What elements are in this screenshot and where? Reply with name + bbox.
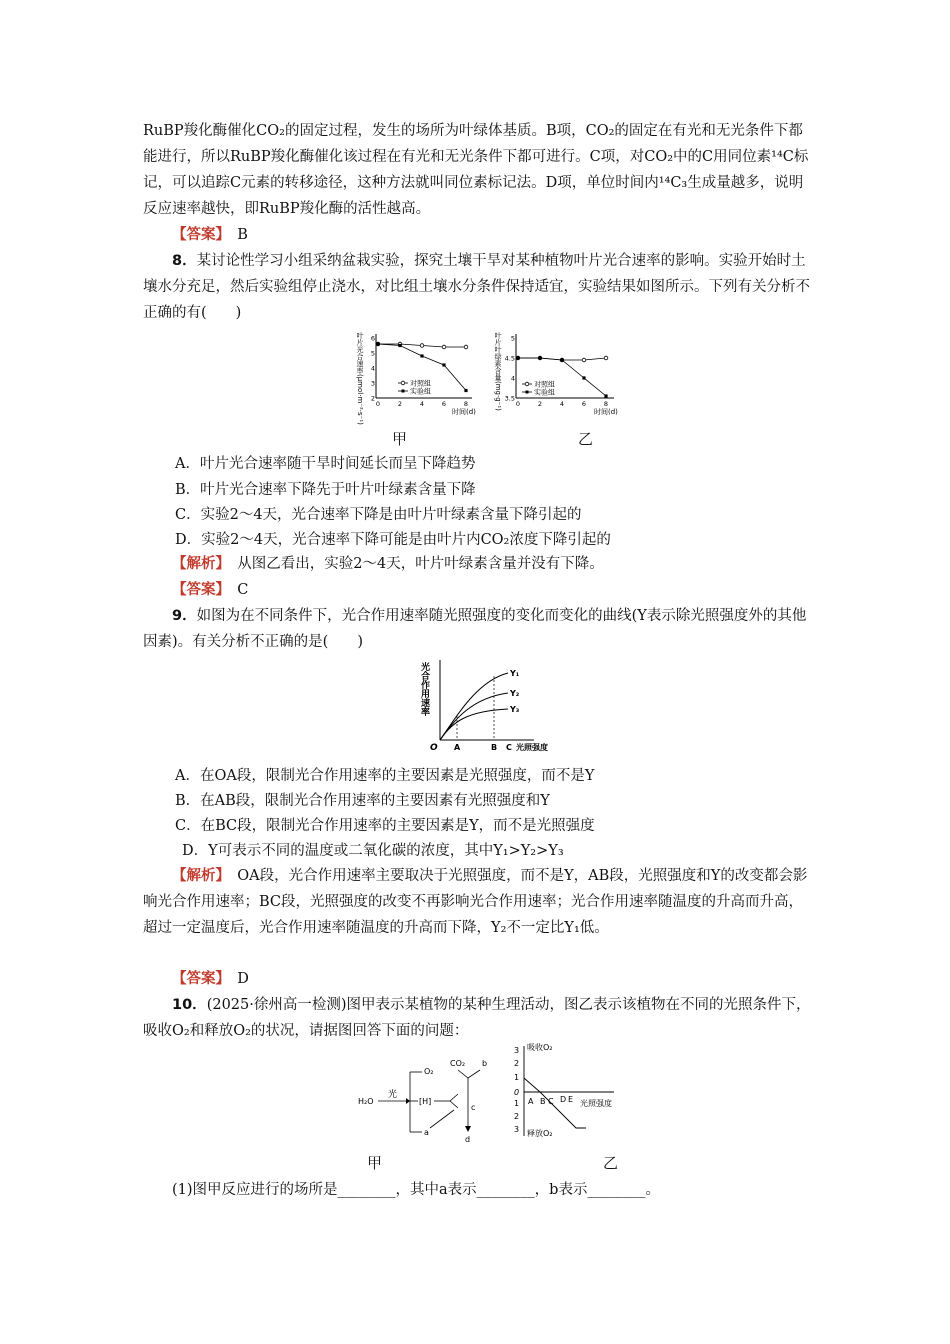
fig10-a: a [424,1128,429,1137]
fig10-c: c [471,1103,476,1112]
q10-stem [143,992,815,1044]
q10-number: 10． [172,997,207,1013]
right-point-exp [516,356,519,359]
q9-origin: O [430,743,438,753]
fig10-ytick-up-3: 3 [514,1046,520,1055]
q9-xtick-b: B [491,743,498,752]
left-point-exp [420,354,423,357]
q10-left-caption: 甲 [367,1154,383,1172]
left-ytick: 5 [370,349,375,358]
q9-xlabel: 光照强度 [516,743,548,752]
fig10-absorb: 吸收O₂ [527,1043,553,1052]
answer-tag: 【答案】 [172,971,223,987]
q8-stem [143,248,815,326]
left-xtick: 8 [463,400,469,408]
right-ylabel: 叶片叶绿素含量(mg·g⁻¹) [494,332,502,411]
q9-text: 如图为在不同条件下，光合作用速率随光照强度的变化而变化的曲线(Y表示除光照强度外的其他因素)。有关分析不正确的是( ) [143,608,807,650]
q9-figure [419,656,572,756]
right-xlabel: 时间(d) [594,408,618,416]
right-ytick: 5 [510,334,515,343]
right-xtick: 0 [515,400,521,408]
q8-text: 某讨论性学习小组采纳盆栽实验，探究土壤干旱对某种植物叶片光合速率的影响。实验开始时土壤水分充足，然后实验组停止浇水，对比组土壤水分条件保持适宜，实验结果如图所示。下列有关分析不正确的有( ) [143,253,810,321]
right-legend-control: 对照组 [534,380,555,389]
fig10-ytick-up-1: 1 [514,1073,520,1082]
q8-number: 8． [172,253,197,269]
fig10-d: d [465,1135,471,1144]
left-legend-control: 对照组 [410,379,431,388]
left-xlabel: 时间(d) [452,408,476,416]
answer-tag: 【答案】 [172,227,223,243]
right-ytick: 3.5 [504,394,515,403]
right-legend [522,380,555,397]
q8-analysis [143,551,815,577]
fig10-xlabel: 光照强度 [580,1099,612,1108]
fig10-h: [H] [419,1097,432,1106]
fig10-ytick-down-3: 3 [514,1125,520,1134]
left-xtick: 6 [441,400,447,408]
q8-answer [143,577,815,603]
q9-ylabel: 光合作用速率 [419,662,429,716]
q9-option-a: A．在OA段，限制光合作用速率的主要因素是光照强度，而不是Y [175,768,595,784]
left-ytick: 2 [370,394,375,403]
left-point-exp [376,342,379,345]
fig10-co2: CO₂ [450,1059,466,1068]
right-xtick: 8 [603,400,609,408]
left-ytick: 4 [370,364,375,373]
q10-figure-right [510,1040,640,1140]
q8-option-d: D．实验2～4天，光合速率下降可能是由叶片内CO₂浓度下降引起的 [175,532,611,548]
q10-figure-left [354,1048,504,1144]
fig10-xtick-d: D [560,1095,567,1104]
left-legend [398,379,431,396]
q10-right-caption: 乙 [603,1154,619,1172]
q9-label-y1: Y₁ [510,669,520,678]
q7-answer-value: B [237,227,248,243]
q9-xtick-a: A [454,743,461,752]
left-point-control [464,345,468,349]
right-xtick: 6 [581,400,587,408]
q8-left-caption: 甲 [392,430,408,448]
right-ytick: 4 [510,374,515,383]
fig10-xtick-b: B [540,1097,546,1106]
q8-chart-right [494,331,618,416]
q9-number: 9． [172,608,197,624]
q7-answer [143,222,815,248]
right-series-line-exp [518,358,606,396]
answer-tag: 【答案】 [172,582,223,598]
fig10-release: 释放O₂ [527,1129,553,1138]
left-ytick: 3 [370,379,375,388]
q9-label-y2: Y₂ [510,689,520,698]
analysis-tag: 【解析】 [172,868,223,884]
q9-answer-value: D [237,971,249,987]
fig10-xtick-a: A [528,1097,534,1106]
left-point-exp [442,363,445,366]
right-point-control [582,358,586,362]
q9-option-c: C．在BC段，限制光合作用速率的主要因素是Y，而不是光照强度 [175,818,595,834]
q7-explanation: RuBP羧化酶催化CO₂的固定过程，发生的场所为叶绿体基质。B项，CO₂的固定在有光和无光条件下都能进行，所以RuBP羧化酶催化该过程在有光和无光条件下都可进行。C项，对CO₂中的C用同位素¹⁴C标记，可以追踪C元素的转移途径，这种方法就叫同位素标记法。D项，单位时间内¹⁴C₃生成量越多，说明反应速率越快，即RuBP羧化酶的活性越高。 [143,123,809,217]
fig10-h2o: H₂O [358,1097,374,1106]
right-legend-exp: 实验组 [534,388,555,397]
fig10-ytick-down-1: 1 [514,1099,520,1108]
left-point-control [442,345,446,349]
left-xtick: 2 [397,400,403,408]
fig10-origin: 0 [514,1088,520,1097]
left-ylabel: 叶片光合速率(μmol·m⁻²·s⁻¹) [356,332,364,425]
q10-text: (2025·徐州高一检测)图甲表示某植物的某种生理活动，图乙表示该植物在不同的光照条件下，吸收O₂和释放O₂的状况，请据图回答下面的问题： [143,997,811,1039]
left-point-exp [464,389,467,392]
q8-analysis-text: 从图乙看出，实验2～4天，叶片叶绿素含量并没有下降。 [237,556,604,572]
q9-label-y3: Y₃ [510,705,520,714]
left-ytick: 6 [370,334,375,343]
fig10-light: 光 [388,1090,398,1100]
right-point-control [604,356,608,360]
left-xtick: 4 [419,400,425,408]
q9-curve-y2 [440,693,508,740]
fig10-xtick-e: E [568,1095,574,1104]
right-point-exp [560,358,563,361]
q8-right-caption: 乙 [578,430,594,448]
fig10-o2: O₂ [424,1067,434,1076]
q9-answer [143,966,815,992]
q8-option-c: C．实验2～4天，光合速率下降是由叶片叶绿素含量下降引起的 [175,507,582,523]
right-xtick: 2 [537,400,543,408]
right-point-exp [604,394,607,397]
q9-curve-y1 [440,673,508,740]
q8-chart-left [356,331,476,425]
analysis-tag: 【解析】 [172,556,223,572]
right-point-exp [538,356,541,359]
q9-analysis [143,863,815,941]
fig10-xtick-c: C [548,1097,554,1106]
q9-stem [143,603,815,655]
left-point-control [420,344,424,348]
q9-option-b: B．在AB段，限制光合作用速率的主要因素有光照强度和Y [175,793,550,809]
fig10-ytick-down-2: 2 [514,1112,520,1121]
fig10-b: b [482,1059,488,1068]
right-point-exp [582,376,585,379]
q10-sub-1: (1)图甲反应进行的场所是________，其中a表示________，b表示________。 [172,1182,660,1198]
right-ytick: 4.5 [504,354,515,363]
q8-answer-value: C [237,582,249,598]
q8-figure [352,326,642,425]
q9-analysis-text: OA段，光合作用速率主要取决于光照强度，而不是Y，AB段，光照强度和Y的改变都会影响光合作用速率；BC段，光照强度的改变不再影响光合作用速率；光合作用速率随温度的升高而升高，超过一定温度后，光合作用速率随温度的升高而下降，Y₂不一定比Y₁低。 [143,868,808,936]
q8-option-b: B．叶片光合速率下降先于叶片叶绿素含量下降 [175,482,476,498]
right-xtick: 4 [559,400,565,408]
q8-option-a: A．叶片光合速率随干旱时间延长而呈下降趋势 [175,456,476,472]
q9-xtick-c: C [506,743,512,752]
left-point-exp [398,344,401,347]
left-legend-exp: 实验组 [410,387,431,396]
q9-option-d: D．Y可表示不同的温度或二氧化碳的浓度，其中Y₁>Y₂>Y₃ [182,843,564,859]
left-xtick: 0 [375,400,381,408]
fig10-ytick-up-2: 2 [514,1059,520,1068]
